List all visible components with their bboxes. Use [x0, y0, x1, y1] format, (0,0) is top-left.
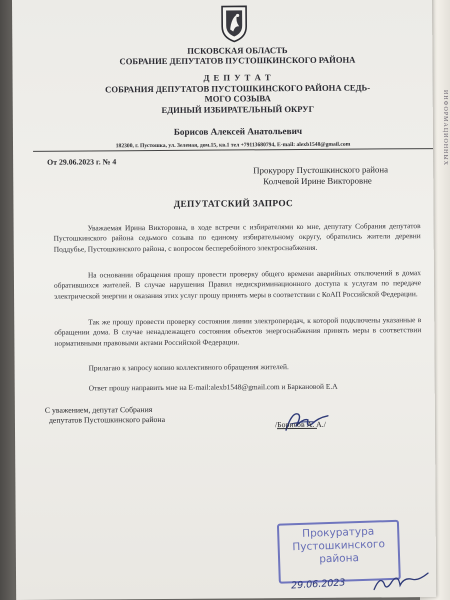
stamp-line-1: Прокуратура — [302, 525, 375, 540]
closing-line-1: С уважением, депутат Собрания — [44, 405, 153, 415]
closing-line-2: депутатов Пустошкинского района — [48, 415, 166, 426]
paragraph-4: Прилагаю к запросу копию коллективного обращения жителей. — [88, 362, 289, 373]
recipient-title: Прокурору Пустошкинского района — [253, 164, 388, 176]
paragraph-1: Уважаемая Ирина Викторовна, в ходе встречи с избирателями ко мне, депутату Собрания депутатов Пустошкинского района седьмого созыва по единому избирательному округу, обратились жители деревни Поддубье, Пустошкинского района, с вопросом бесперебойного электроснабжения. — [53, 221, 421, 254]
paragraph-5: Ответ прошу направить мне на E-mail:alexb1548@gmail.com и Баркановой Е.А — [88, 381, 338, 393]
receipt-signature — [372, 569, 432, 595]
stamp-line-2: Пустошкинского — [292, 538, 386, 554]
header-convocation: МОГО СОЗЫВА — [204, 93, 271, 104]
side-document-text: ИНФОРМАЦИОННЫХ — [442, 90, 448, 167]
deputy-address: 182300, г. Пустошка, ул. Зеленая, дом.15, кв.1 тел +79113680794, E-mail: alexb1548@gmail.com — [33, 141, 433, 152]
coat-of-arms-icon — [219, 4, 249, 42]
paragraph-2: На основании обращения прошу провести проверку общего времени аварийных отключений в домах обратившихся жителей. В случае нарушения Правил недискриминационного доступа к услугам по передаче электрической энергии и оказания этих услуг прошу принять меры в соответствии с КоАП Российской Федерации. — [53, 268, 422, 301]
header-district: ЕДИНЫЙ ИЗБИРАТЕЛЬНЫЙ ОКРУГ — [161, 103, 315, 115]
stamp-line-3: района — [319, 552, 360, 566]
header-assembly-full: СОБРАНИЯ ДЕПУТАТОВ ПУСТОШКИНСКОГО РАЙОНА СЕДЬ- — [105, 82, 371, 95]
header-assembly: СОБРАНИЕ ДЕПУТАТОВ ПУСТОШКИНСКОГО РАЙОНА — [119, 54, 356, 67]
paragraph-3: Так же прошу провести проверку состояния линии электропередач, к которой подключены указанные в обращении дома. В случае ненадлежащего состояния объектов энергоснабжения принять меры в соответствии нормативными правовыми актами Российской Федерации. — [54, 315, 422, 348]
document-title: ДЕПУТАТСКИЙ ЗАПРОС — [173, 199, 294, 210]
stamp-handwritten-date: 29.06.2023 — [290, 577, 346, 592]
closing-block — [45, 405, 165, 426]
header-region: ПСКОВСКАЯ ОБЛАСТЬ — [187, 45, 288, 56]
document-sheet — [12, 0, 436, 600]
signature-name: /Борисов А. А./ — [274, 419, 326, 430]
recipient-block — [253, 164, 388, 187]
deputy-name: Борисов Алексей Анатольевич — [173, 125, 303, 137]
header-deputy: Д Е П У Т А Т — [203, 72, 272, 83]
document-date: От 29.06.2023 г. № 4 — [47, 157, 117, 167]
recipient-name: Колчевой Ирине Викторовне — [263, 175, 372, 187]
